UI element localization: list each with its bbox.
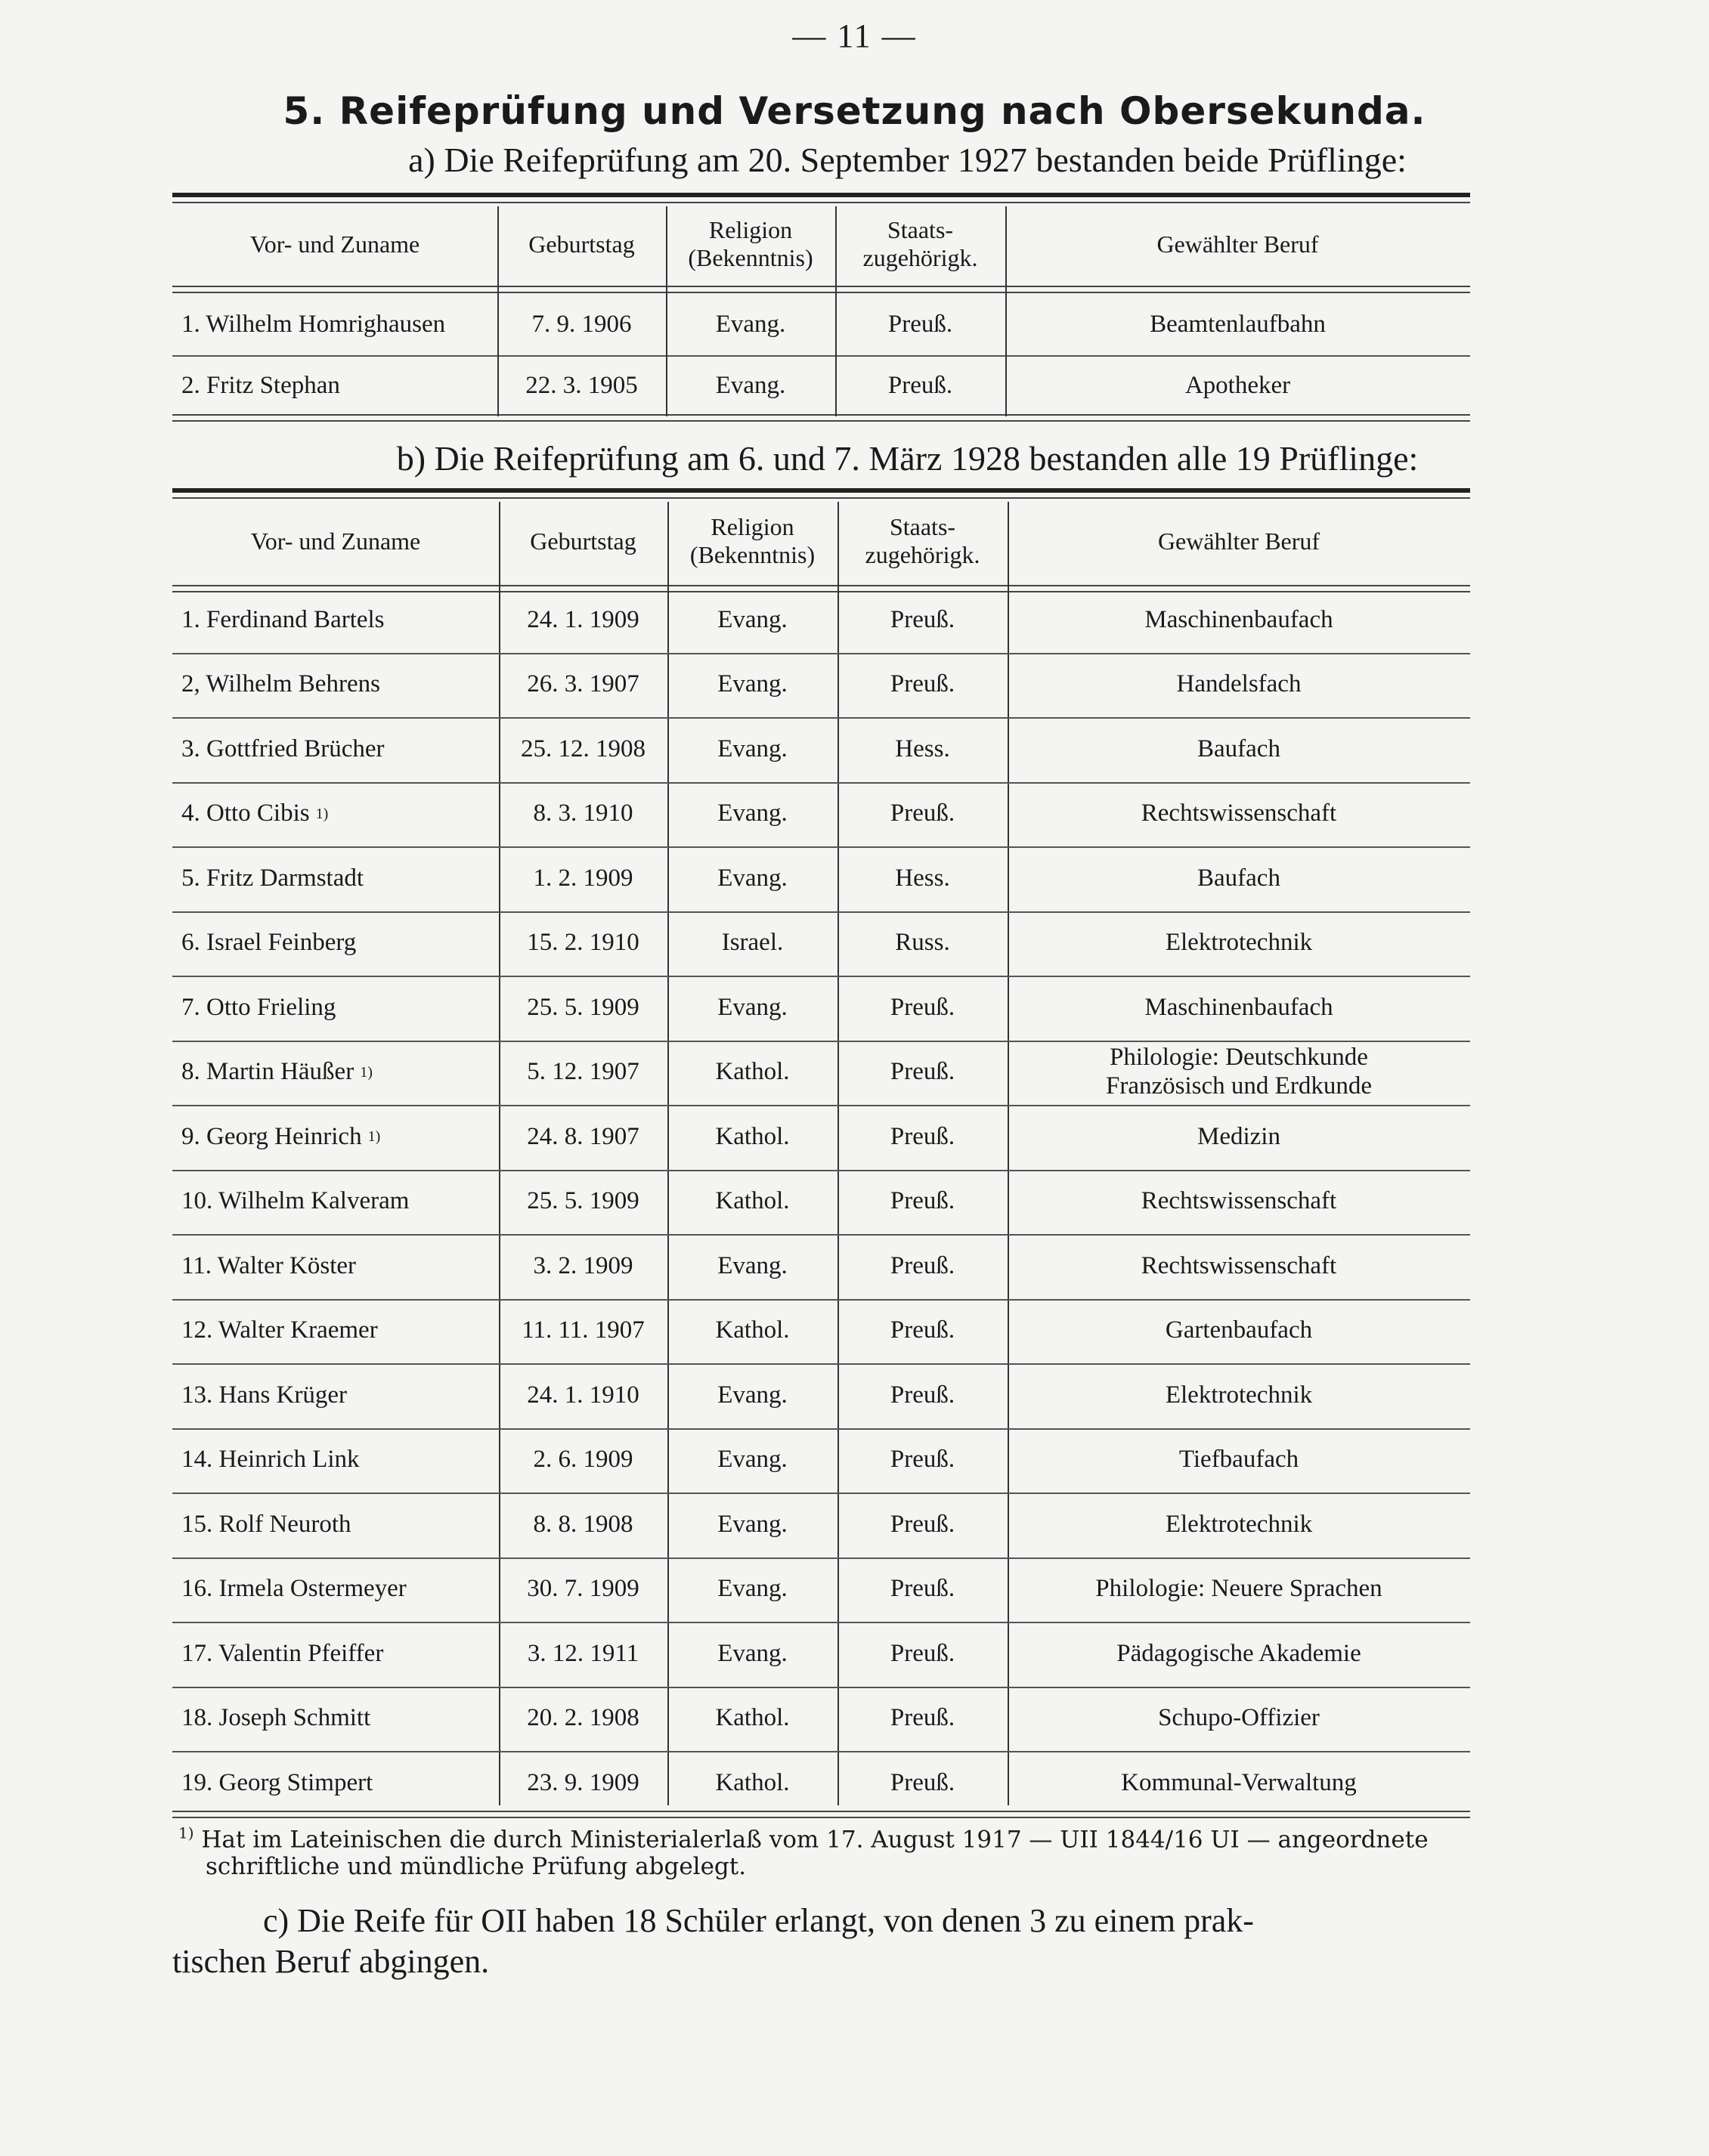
row-birthday: 24. 1. 1910 xyxy=(527,1381,639,1409)
row-nationality: Hess. xyxy=(895,864,950,892)
section-c-line-1: c) Die Reife für OII haben 18 Schüler erlangt, von denen 3 zu einem prak- xyxy=(263,1902,1254,1939)
header-religion xyxy=(667,499,837,583)
row-nationality: Preuß. xyxy=(890,1446,955,1474)
row-name xyxy=(172,1430,499,1492)
header-religion-line-2: (Bekenntnis) xyxy=(689,541,816,568)
header-religion-line-1: Religion xyxy=(708,216,793,244)
row-nationality: Preuß. xyxy=(890,1704,955,1732)
row-religion: Kathol. xyxy=(715,1704,790,1732)
row-name-text: 2, Wilhelm Behrens xyxy=(181,670,380,698)
row-name xyxy=(172,1106,499,1168)
row-nationality: Preuß. xyxy=(890,1187,955,1215)
row-nationality: Russ. xyxy=(895,929,950,957)
table-b-header-rule xyxy=(172,585,1470,586)
row-name-text: 15. Rolf Neuroth xyxy=(181,1510,351,1538)
row-profession: Philologie: Neuere Sprachen xyxy=(1095,1575,1382,1603)
header-religion-line-2: (Bekenntnis) xyxy=(688,244,813,271)
row-profession: Elektrotechnik xyxy=(1165,1381,1313,1409)
row-nationality: Preuß. xyxy=(890,993,955,1021)
row-birthday: 24. 1. 1909 xyxy=(527,605,639,633)
row-profession: Tiefbaufach xyxy=(1178,1446,1299,1474)
header-profession: Gewählter Beruf xyxy=(1156,230,1319,258)
row-name xyxy=(172,589,499,651)
header-name: Vor- und Zuname xyxy=(249,230,420,258)
header-birthday: Geburtstag xyxy=(528,230,635,258)
row-profession-line-1: Philologie: Deutschkunde xyxy=(1110,1044,1368,1072)
row-birthday: 11. 11. 1907 xyxy=(522,1316,645,1344)
row-religion: Evang. xyxy=(717,1251,788,1279)
row-profession xyxy=(1008,1042,1470,1104)
row-nationality: Preuß. xyxy=(890,1510,955,1538)
row-birthday: 25. 12. 1908 xyxy=(521,735,646,762)
header-name: Vor- und Zuname xyxy=(250,527,421,555)
row-birthday: 22. 3. 1905 xyxy=(525,372,638,400)
row-name xyxy=(172,1559,499,1621)
row-name xyxy=(172,784,499,846)
row-religion: Evang. xyxy=(717,800,788,827)
footnote-reference: 1) xyxy=(367,1128,381,1146)
row-name: 2. Fritz Stephan xyxy=(181,372,340,400)
row-name xyxy=(172,1171,499,1233)
header-nationality-line-1: Staats- xyxy=(887,216,954,244)
row-name xyxy=(172,1623,499,1685)
row-birthday: 20. 2. 1908 xyxy=(527,1704,639,1732)
row-profession: Schupo-Offizier xyxy=(1158,1704,1320,1732)
row-religion: Evang. xyxy=(717,605,788,633)
row-profession: Gartenbaufach xyxy=(1165,1316,1313,1344)
row-name-text: 6. Israel Feinberg xyxy=(181,929,357,957)
row-name-text: 4. Otto Cibis xyxy=(181,800,310,827)
row-religion: Evang. xyxy=(717,1510,788,1538)
footnote-reference: 1) xyxy=(360,1063,373,1081)
row-name-text: 8. Martin Häußer xyxy=(181,1058,354,1086)
row-birthday: 8. 8. 1908 xyxy=(533,1510,633,1538)
table-a-top-rule xyxy=(172,193,1470,197)
row-profession: Kommunal-Verwaltung xyxy=(1121,1768,1357,1796)
row-name-text: 11. Walter Köster xyxy=(181,1251,357,1279)
row-nationality: Preuß. xyxy=(890,1316,955,1344)
row-name xyxy=(172,1042,499,1104)
section-heading: 5. Reifeprüfung und Versetzung nach Obersekunda. xyxy=(283,89,1426,133)
row-name-text: 7. Otto Frieling xyxy=(181,993,336,1021)
row-religion: Kathol. xyxy=(715,1122,790,1150)
row-profession: Maschinenbaufach xyxy=(1144,993,1333,1021)
footnote-line-2: schriftliche und mündliche Prüfung abgelegt. xyxy=(206,1853,747,1881)
table-b-top-rule xyxy=(172,488,1470,493)
table-a xyxy=(172,193,1470,419)
row-religion: Kathol. xyxy=(715,1187,790,1215)
row-nationality: Preuß. xyxy=(887,372,953,400)
row-birthday: 5. 12. 1907 xyxy=(527,1058,639,1086)
row-name-text: 10. Wilhelm Kalveram xyxy=(181,1187,410,1215)
row-name-text: 16. Irmela Ostermeyer xyxy=(181,1575,407,1603)
header-nationality-line-2: zugehörigk. xyxy=(862,244,978,271)
row-religion: Evang. xyxy=(717,1575,788,1603)
row-nationality: Preuß. xyxy=(890,605,955,633)
row-birthday: 23. 9. 1909 xyxy=(527,1768,639,1796)
row-nationality: Preuß. xyxy=(890,1381,955,1409)
row-nationality: Hess. xyxy=(895,735,950,762)
footnote-line-1: Hat im Lateinischen die durch Ministerialerlaß vom 17. August 1917 — UII 1844/16 UI — angeordnete xyxy=(201,1826,1429,1854)
row-name-text: 9. Georg Heinrich xyxy=(181,1122,362,1150)
row-religion: Evang. xyxy=(717,1446,788,1474)
footnote-marker: 1) xyxy=(178,1824,194,1842)
row-profession: Baufach xyxy=(1197,864,1280,892)
header-nationality xyxy=(835,203,1005,285)
row-profession: Rechtswissenschaft xyxy=(1141,1251,1337,1279)
table-b xyxy=(172,488,1470,1818)
section-c-paragraph xyxy=(172,1901,1480,1982)
row-birthday: 25. 5. 1909 xyxy=(527,1187,639,1215)
row-name-text: 3. Gottfried Brücher xyxy=(181,735,385,762)
row-name-text: 5. Fritz Darmstadt xyxy=(181,864,364,892)
row-religion: Evang. xyxy=(715,311,786,339)
row-religion: Kathol. xyxy=(715,1768,790,1796)
row-name xyxy=(172,654,499,716)
header-nationality xyxy=(837,499,1008,583)
section-a-title: a) Die Reifeprüfung am 20. September 1927 bestanden beide Prüflinge: xyxy=(408,141,1407,179)
row-name xyxy=(172,1365,499,1427)
row-profession: Baufach xyxy=(1197,735,1280,762)
row-name xyxy=(172,977,499,1039)
row-religion: Evang. xyxy=(717,993,788,1021)
row-nationality: Preuß. xyxy=(890,800,955,827)
row-profession: Medizin xyxy=(1197,1122,1280,1150)
row-religion: Evang. xyxy=(717,864,788,892)
row-name-text: 1. Ferdinand Bartels xyxy=(181,605,385,633)
footnote-reference: 1) xyxy=(315,805,329,822)
row-birthday: 1. 2. 1909 xyxy=(533,864,633,892)
row-name-text: 18. Joseph Schmitt xyxy=(181,1704,371,1732)
row-profession: Apotheker xyxy=(1184,372,1291,400)
row-birthday: 26. 3. 1907 xyxy=(527,670,639,698)
row-religion: Evang. xyxy=(717,735,788,762)
row-name xyxy=(172,1236,499,1298)
row-birthday: 3. 12. 1911 xyxy=(527,1639,639,1667)
row-profession: Pädagogische Akademie xyxy=(1116,1639,1361,1667)
row-name xyxy=(172,848,499,910)
row-name xyxy=(172,1752,499,1814)
row-birthday: 24. 8. 1907 xyxy=(527,1122,639,1150)
row-profession: Elektrotechnik xyxy=(1165,929,1313,957)
section-c-line-2: tischen Beruf abgingen. xyxy=(172,1943,490,1980)
row-nationality: Preuß. xyxy=(890,1058,955,1086)
row-name-text: 12. Walter Kraemer xyxy=(181,1316,378,1344)
row-name-text: 13. Hans Krüger xyxy=(181,1381,348,1409)
header-profession: Gewählter Beruf xyxy=(1157,527,1320,555)
footnote xyxy=(178,1820,1478,1880)
row-religion: Kathol. xyxy=(715,1316,790,1344)
row-birthday: 15. 2. 1910 xyxy=(527,929,639,957)
page-number: — 11 — xyxy=(792,17,917,54)
section-b-title: b) Die Reifeprüfung am 6. und 7. März 1928 bestanden alle 19 Prüflinge: xyxy=(396,439,1419,478)
row-birthday: 25. 5. 1909 xyxy=(527,993,639,1021)
row-name xyxy=(172,1301,499,1363)
row-religion: Evang. xyxy=(717,1381,788,1409)
row-nationality: Preuß. xyxy=(890,1251,955,1279)
header-religion xyxy=(666,203,835,285)
row-name xyxy=(172,1494,499,1556)
table-a-header-rule xyxy=(172,286,1470,287)
row-birthday: 8. 3. 1910 xyxy=(533,800,633,827)
row-birthday: 30. 7. 1909 xyxy=(527,1575,639,1603)
row-profession: Rechtswissenschaft xyxy=(1141,1187,1337,1215)
row-name-text: 14. Heinrich Link xyxy=(181,1446,360,1474)
row-birthday: 2. 6. 1909 xyxy=(533,1446,633,1474)
row-name xyxy=(172,719,499,781)
header-religion-line-1: Religion xyxy=(711,513,794,541)
row-religion: Evang. xyxy=(717,1639,788,1667)
row-religion: Evang. xyxy=(715,372,786,400)
row-name xyxy=(172,1688,499,1750)
row-name xyxy=(172,913,499,975)
row-religion: Evang. xyxy=(717,670,788,698)
row-name-text: 17. Valentin Pfeiffer xyxy=(181,1639,384,1667)
row-nationality: Preuß. xyxy=(887,311,953,339)
row-profession: Elektrotechnik xyxy=(1165,1510,1313,1538)
row-profession: Beamtenlaufbahn xyxy=(1150,311,1326,339)
row-profession: Handelsfach xyxy=(1176,670,1302,698)
row-religion: Israel. xyxy=(721,929,784,957)
row-nationality: Preuß. xyxy=(890,1768,955,1796)
row-nationality: Preuß. xyxy=(890,670,955,698)
row-birthday: 3. 2. 1909 xyxy=(533,1251,633,1279)
row-nationality: Preuß. xyxy=(890,1122,955,1150)
header-nationality-line-2: zugehörigk. xyxy=(865,541,980,568)
row-profession: Maschinenbaufach xyxy=(1144,605,1333,633)
row-name-text: 19. Georg Stimpert xyxy=(181,1768,373,1796)
row-name: 1. Wilhelm Homrighausen xyxy=(181,311,446,339)
header-nationality-line-1: Staats- xyxy=(889,513,956,541)
row-birthday: 7. 9. 1906 xyxy=(531,311,632,339)
row-religion: Kathol. xyxy=(715,1058,790,1086)
row-nationality: Preuß. xyxy=(890,1575,955,1603)
row-profession-line-2: Französisch und Erdkunde xyxy=(1106,1072,1372,1100)
row-nationality: Preuß. xyxy=(890,1639,955,1667)
header-birthday: Geburtstag xyxy=(530,527,636,555)
row-profession: Rechtswissenschaft xyxy=(1141,800,1337,827)
